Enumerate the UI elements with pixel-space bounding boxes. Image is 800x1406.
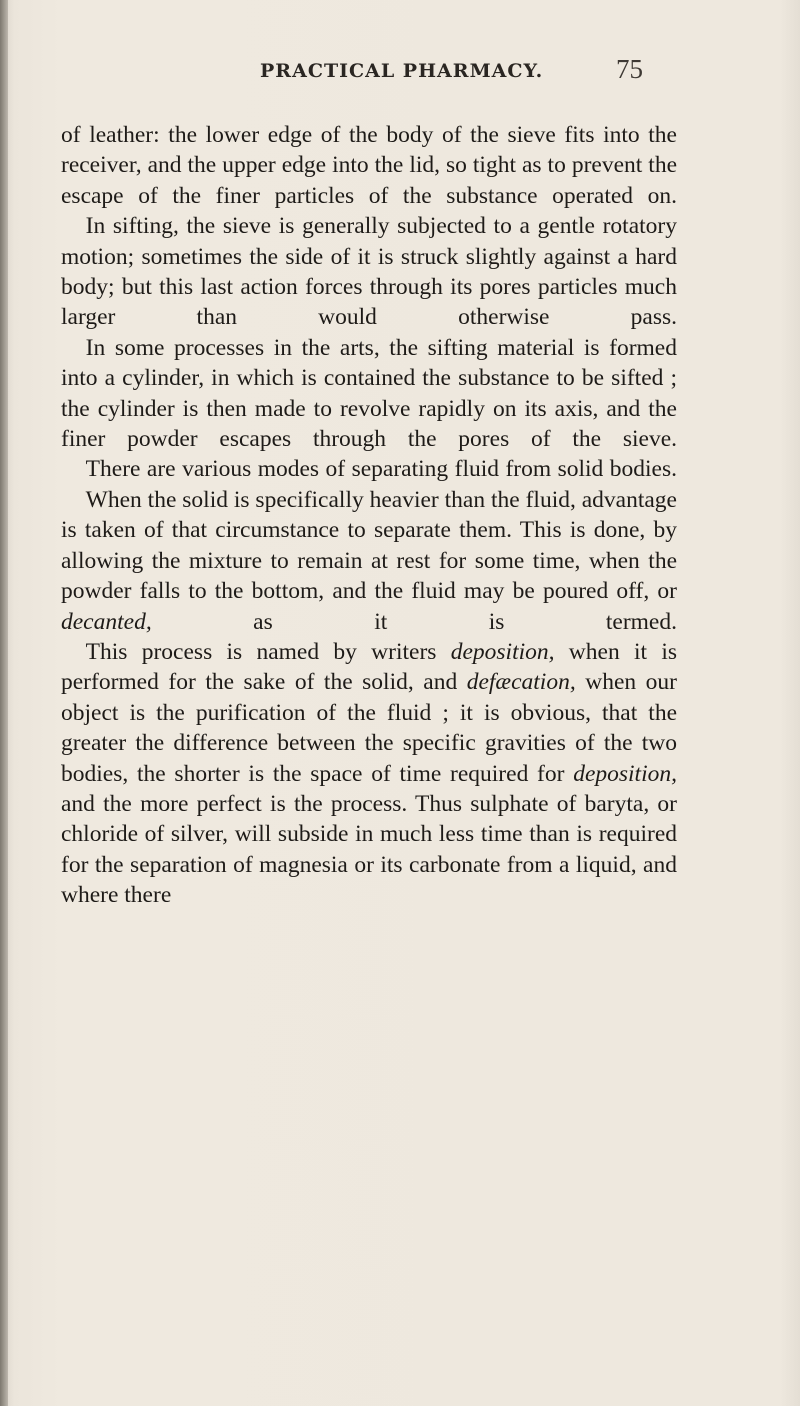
paragraph-1	[61, 120, 677, 211]
body-text	[61, 120, 677, 911]
page-gutter-shadow	[0, 0, 8, 1406]
paragraph-6-text-b: when it is performed for the sake of the solid, and	[61, 638, 678, 696]
paragraph-2	[61, 211, 677, 333]
paragraph-2-text: In sifting, the sieve is generally subjected to a gentle rotatory motion; sometimes the side of it is struck slightly against a hard body; but this last action forces through its pores particles much larger than would otherwise pass.	[61, 213, 677, 331]
running-head-title: PRACTICAL PHARMACY.	[260, 60, 544, 82]
paragraph-6	[61, 637, 677, 911]
running-head	[0, 54, 800, 90]
italic-term-defaecation: defæcation,	[466, 669, 576, 696]
paragraph-4-text: There are various modes of separating fluid from solid bodies.	[85, 456, 677, 483]
paragraph-3	[61, 333, 677, 455]
italic-term-decanted: decanted,	[61, 608, 152, 635]
paragraph-3-text: In some processes in the arts, the sifting material is formed into a cylinder, in which is contained the substance to be sifted ; the cylinder is then made to revolve rapidly on its axis, and the finer powder escapes through the pores of the sieve.	[61, 334, 677, 453]
paragraph-6-text-c: when our object is the purification of the fluid ; it is obvious, that the greater the difference between the specific gravities of the two bodies, the shorter is the space of time required for	[61, 669, 677, 787]
italic-term-deposition: deposition,	[450, 638, 555, 665]
paragraph-5	[61, 485, 677, 637]
paragraph-5-text-b: as it is termed.	[151, 608, 677, 635]
italic-term-deposition-2: deposition,	[573, 760, 677, 787]
paragraph-5-text-a: When the solid is specifically heavier than the fluid, advantage is taken of that circumstance to separate them. This is done, by allowing the mixture to remain at rest for some time, when the powder falls to the bottom, and the fluid may be poured off, or	[61, 486, 677, 605]
paragraph-4	[61, 454, 677, 484]
paragraph-6-text-d: and the more perfect is the process. Thus sulphate of baryta, or chloride of silver, will subside in much less time than is required for the separation of magnesia or its carbonate from a liquid, and where there	[61, 790, 677, 909]
paragraph-6-text-a: This process is named by writers	[85, 638, 451, 665]
paragraph-1-text: of leather: the lower edge of the body of the sieve fits into the receiver, and the upper edge into the lid, so tight as to prevent the escape of the finer particles of the substance operated on.	[61, 122, 677, 209]
page-number: 75	[616, 54, 643, 84]
